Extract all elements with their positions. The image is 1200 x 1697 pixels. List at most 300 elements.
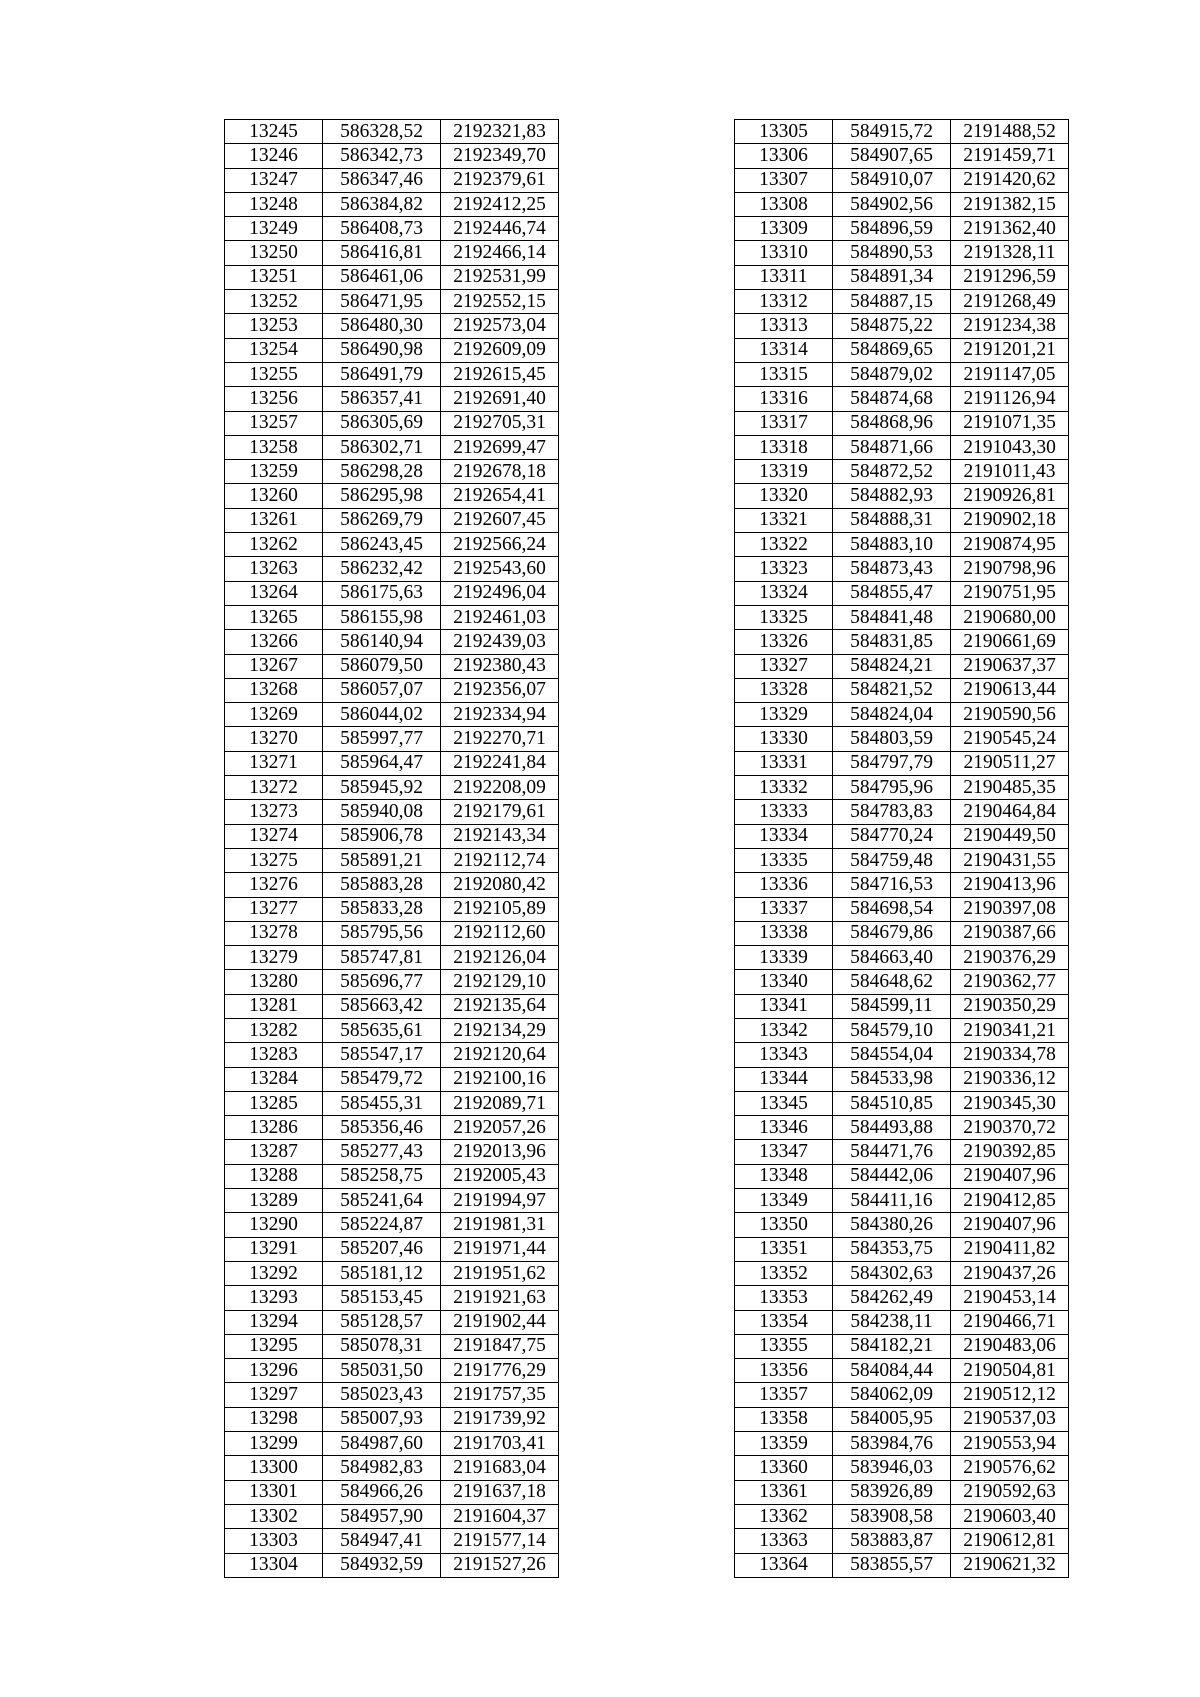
y-coordinate-cell: 2190387,66 <box>951 921 1069 945</box>
table-row <box>225 703 559 727</box>
x-coordinate-cell: 584855,47 <box>833 581 951 605</box>
point-number-cell: 13330 <box>735 727 833 751</box>
point-number-cell: 13247 <box>225 168 323 192</box>
table-row <box>735 192 1069 216</box>
point-number-cell: 13325 <box>735 605 833 629</box>
point-number-cell: 13320 <box>735 484 833 508</box>
point-number-cell: 13287 <box>225 1140 323 1164</box>
x-coordinate-cell: 586416,81 <box>323 241 441 265</box>
point-number-cell: 13349 <box>735 1189 833 1213</box>
point-number-cell: 13269 <box>225 703 323 727</box>
y-coordinate-cell: 2191126,94 <box>951 387 1069 411</box>
y-coordinate-cell: 2191043,30 <box>951 435 1069 459</box>
y-coordinate-cell: 2190411,82 <box>951 1237 1069 1261</box>
table-row <box>735 120 1069 144</box>
x-coordinate-cell: 586155,98 <box>323 605 441 629</box>
x-coordinate-cell: 584874,68 <box>833 387 951 411</box>
point-number-cell: 13248 <box>225 192 323 216</box>
point-number-cell: 13299 <box>225 1432 323 1456</box>
table-row <box>735 1018 1069 1042</box>
y-coordinate-cell: 2191071,35 <box>951 411 1069 435</box>
y-coordinate-cell: 2190341,21 <box>951 1018 1069 1042</box>
table-row <box>735 411 1069 435</box>
point-number-cell: 13308 <box>735 192 833 216</box>
table-row <box>225 460 559 484</box>
point-number-cell: 13254 <box>225 338 323 362</box>
x-coordinate-cell: 585833,28 <box>323 897 441 921</box>
table-row <box>225 1091 559 1115</box>
y-coordinate-cell: 2190464,84 <box>951 800 1069 824</box>
y-coordinate-cell: 2191637,18 <box>441 1480 559 1504</box>
y-coordinate-cell: 2192699,47 <box>441 435 559 459</box>
table-row <box>735 994 1069 1018</box>
y-coordinate-cell: 2190637,37 <box>951 654 1069 678</box>
y-coordinate-cell: 2192134,29 <box>441 1018 559 1042</box>
y-coordinate-cell: 2191951,62 <box>441 1261 559 1285</box>
y-coordinate-cell: 2192120,64 <box>441 1043 559 1067</box>
x-coordinate-cell: 586347,46 <box>323 168 441 192</box>
x-coordinate-cell: 584182,21 <box>833 1334 951 1358</box>
point-number-cell: 13261 <box>225 508 323 532</box>
x-coordinate-cell: 584891,34 <box>833 265 951 289</box>
y-coordinate-cell: 2192112,74 <box>441 848 559 872</box>
x-coordinate-cell: 584579,10 <box>833 1018 951 1042</box>
point-number-cell: 13278 <box>225 921 323 945</box>
table-row <box>225 1456 559 1480</box>
table-row <box>735 265 1069 289</box>
x-coordinate-cell: 584770,24 <box>833 824 951 848</box>
table-row <box>225 314 559 338</box>
x-coordinate-cell: 586269,79 <box>323 508 441 532</box>
table-row <box>735 1116 1069 1140</box>
table-row <box>225 120 559 144</box>
x-coordinate-cell: 586471,95 <box>323 290 441 314</box>
table-row <box>225 1383 559 1407</box>
table-row <box>225 751 559 775</box>
y-coordinate-cell: 2192678,18 <box>441 460 559 484</box>
table-row <box>225 873 559 897</box>
point-number-cell: 13252 <box>225 290 323 314</box>
table-row <box>735 605 1069 629</box>
y-coordinate-cell: 2192129,10 <box>441 970 559 994</box>
point-number-cell: 13284 <box>225 1067 323 1091</box>
y-coordinate-cell: 2190545,24 <box>951 727 1069 751</box>
y-coordinate-cell: 2190449,50 <box>951 824 1069 848</box>
y-coordinate-cell: 2192566,24 <box>441 533 559 557</box>
table-row <box>735 1310 1069 1334</box>
y-coordinate-cell: 2192105,89 <box>441 897 559 921</box>
y-coordinate-cell: 2190512,12 <box>951 1383 1069 1407</box>
table-row <box>225 508 559 532</box>
table-row <box>735 533 1069 557</box>
table-row <box>735 824 1069 848</box>
point-number-cell: 13360 <box>735 1456 833 1480</box>
y-coordinate-cell: 2191382,15 <box>951 192 1069 216</box>
point-number-cell: 13314 <box>735 338 833 362</box>
x-coordinate-cell: 584648,62 <box>833 970 951 994</box>
y-coordinate-cell: 2191268,49 <box>951 290 1069 314</box>
point-number-cell: 13258 <box>225 435 323 459</box>
table-row <box>225 1480 559 1504</box>
x-coordinate-cell: 583883,87 <box>833 1529 951 1553</box>
table-row <box>735 848 1069 872</box>
table-row <box>225 265 559 289</box>
point-number-cell: 13274 <box>225 824 323 848</box>
x-coordinate-cell: 585747,81 <box>323 946 441 970</box>
table-row <box>225 581 559 605</box>
table-row <box>735 508 1069 532</box>
point-number-cell: 13340 <box>735 970 833 994</box>
point-number-cell: 13336 <box>735 873 833 897</box>
x-coordinate-cell: 584868,96 <box>833 411 951 435</box>
table-row <box>225 338 559 362</box>
x-coordinate-cell: 584873,43 <box>833 557 951 581</box>
table-row <box>735 1189 1069 1213</box>
y-coordinate-cell: 2192466,14 <box>441 241 559 265</box>
point-number-cell: 13323 <box>735 557 833 581</box>
table-row <box>735 1553 1069 1577</box>
point-number-cell: 13259 <box>225 460 323 484</box>
table-row <box>225 217 559 241</box>
x-coordinate-cell: 584803,59 <box>833 727 951 751</box>
coordinates-table-right <box>734 119 1069 1578</box>
table-row <box>735 1237 1069 1261</box>
y-coordinate-cell: 2191776,29 <box>441 1359 559 1383</box>
table-row <box>735 557 1069 581</box>
point-number-cell: 13332 <box>735 776 833 800</box>
table-row <box>225 1261 559 1285</box>
x-coordinate-cell: 584871,66 <box>833 435 951 459</box>
table-row <box>225 1310 559 1334</box>
x-coordinate-cell: 584084,44 <box>833 1359 951 1383</box>
table-row <box>735 1286 1069 1310</box>
y-coordinate-cell: 2190751,95 <box>951 581 1069 605</box>
point-number-cell: 13345 <box>735 1091 833 1115</box>
x-coordinate-cell: 585181,12 <box>323 1261 441 1285</box>
x-coordinate-cell: 584510,85 <box>833 1091 951 1115</box>
point-number-cell: 13283 <box>225 1043 323 1067</box>
x-coordinate-cell: 584882,93 <box>833 484 951 508</box>
y-coordinate-cell: 2192654,41 <box>441 484 559 508</box>
point-number-cell: 13253 <box>225 314 323 338</box>
x-coordinate-cell: 585356,46 <box>323 1116 441 1140</box>
point-number-cell: 13279 <box>225 946 323 970</box>
point-number-cell: 13347 <box>735 1140 833 1164</box>
x-coordinate-cell: 584910,07 <box>833 168 951 192</box>
x-coordinate-cell: 584262,49 <box>833 1286 951 1310</box>
y-coordinate-cell: 2191994,97 <box>441 1189 559 1213</box>
y-coordinate-cell: 2192552,15 <box>441 290 559 314</box>
point-number-cell: 13309 <box>735 217 833 241</box>
x-coordinate-cell: 584411,16 <box>833 1189 951 1213</box>
point-number-cell: 13263 <box>225 557 323 581</box>
y-coordinate-cell: 2190413,96 <box>951 873 1069 897</box>
y-coordinate-cell: 2192135,64 <box>441 994 559 1018</box>
table-row <box>225 1407 559 1431</box>
x-coordinate-cell: 584716,53 <box>833 873 951 897</box>
x-coordinate-cell: 584869,65 <box>833 338 951 362</box>
x-coordinate-cell: 584821,52 <box>833 678 951 702</box>
table-row <box>735 484 1069 508</box>
x-coordinate-cell: 585258,75 <box>323 1164 441 1188</box>
x-coordinate-cell: 584442,06 <box>833 1164 951 1188</box>
point-number-cell: 13355 <box>735 1334 833 1358</box>
y-coordinate-cell: 2191527,26 <box>441 1553 559 1577</box>
y-coordinate-cell: 2192089,71 <box>441 1091 559 1115</box>
table-row <box>225 654 559 678</box>
point-number-cell: 13267 <box>225 654 323 678</box>
y-coordinate-cell: 2190590,56 <box>951 703 1069 727</box>
point-number-cell: 13305 <box>735 120 833 144</box>
point-number-cell: 13324 <box>735 581 833 605</box>
y-coordinate-cell: 2191459,71 <box>951 144 1069 168</box>
y-coordinate-cell: 2192334,94 <box>441 703 559 727</box>
y-coordinate-cell: 2190336,12 <box>951 1067 1069 1091</box>
x-coordinate-cell: 586079,50 <box>323 654 441 678</box>
point-number-cell: 13316 <box>735 387 833 411</box>
table-row <box>735 921 1069 945</box>
x-coordinate-cell: 585207,46 <box>323 1237 441 1261</box>
x-coordinate-cell: 583946,03 <box>833 1456 951 1480</box>
table-row <box>225 1553 559 1577</box>
x-coordinate-cell: 584887,15 <box>833 290 951 314</box>
x-coordinate-cell: 583984,76 <box>833 1432 951 1456</box>
table-row <box>225 533 559 557</box>
x-coordinate-cell: 584471,76 <box>833 1140 951 1164</box>
x-coordinate-cell: 584907,65 <box>833 144 951 168</box>
x-coordinate-cell: 584493,88 <box>833 1116 951 1140</box>
y-coordinate-cell: 2192356,07 <box>441 678 559 702</box>
y-coordinate-cell: 2191971,44 <box>441 1237 559 1261</box>
point-number-cell: 13361 <box>735 1480 833 1504</box>
x-coordinate-cell: 584238,11 <box>833 1310 951 1334</box>
table-row <box>225 1504 559 1528</box>
point-number-cell: 13250 <box>225 241 323 265</box>
x-coordinate-cell: 586490,98 <box>323 338 441 362</box>
x-coordinate-cell: 584831,85 <box>833 630 951 654</box>
table-row <box>735 1164 1069 1188</box>
y-coordinate-cell: 2192412,25 <box>441 192 559 216</box>
table-row <box>225 144 559 168</box>
table-row <box>225 970 559 994</box>
y-coordinate-cell: 2190613,44 <box>951 678 1069 702</box>
table-row <box>225 1018 559 1042</box>
x-coordinate-cell: 584380,26 <box>833 1213 951 1237</box>
x-coordinate-cell: 585153,45 <box>323 1286 441 1310</box>
point-number-cell: 13339 <box>735 946 833 970</box>
y-coordinate-cell: 2192609,09 <box>441 338 559 362</box>
table-row <box>735 314 1069 338</box>
y-coordinate-cell: 2192057,26 <box>441 1116 559 1140</box>
point-number-cell: 13300 <box>225 1456 323 1480</box>
y-coordinate-cell: 2191362,40 <box>951 217 1069 241</box>
y-coordinate-cell: 2190453,14 <box>951 1286 1069 1310</box>
x-coordinate-cell: 585964,47 <box>323 751 441 775</box>
x-coordinate-cell: 586057,07 <box>323 678 441 702</box>
y-coordinate-cell: 2191683,04 <box>441 1456 559 1480</box>
point-number-cell: 13273 <box>225 800 323 824</box>
x-coordinate-cell: 585023,43 <box>323 1383 441 1407</box>
point-number-cell: 13364 <box>735 1553 833 1577</box>
y-coordinate-cell: 2191757,35 <box>441 1383 559 1407</box>
point-number-cell: 13351 <box>735 1237 833 1261</box>
table-row <box>225 946 559 970</box>
y-coordinate-cell: 2190798,96 <box>951 557 1069 581</box>
x-coordinate-cell: 586243,45 <box>323 533 441 557</box>
point-number-cell: 13322 <box>735 533 833 557</box>
point-number-cell: 13292 <box>225 1261 323 1285</box>
table-row <box>735 776 1069 800</box>
point-number-cell: 13301 <box>225 1480 323 1504</box>
table-row <box>225 848 559 872</box>
x-coordinate-cell: 584599,11 <box>833 994 951 1018</box>
x-coordinate-cell: 585635,61 <box>323 1018 441 1042</box>
y-coordinate-cell: 2190362,77 <box>951 970 1069 994</box>
y-coordinate-cell: 2191328,11 <box>951 241 1069 265</box>
y-coordinate-cell: 2191902,44 <box>441 1310 559 1334</box>
x-coordinate-cell: 585277,43 <box>323 1140 441 1164</box>
y-coordinate-cell: 2190926,81 <box>951 484 1069 508</box>
point-number-cell: 13354 <box>735 1310 833 1334</box>
table-row <box>225 1140 559 1164</box>
x-coordinate-cell: 584896,59 <box>833 217 951 241</box>
table-row <box>735 1407 1069 1431</box>
y-coordinate-cell: 2190511,27 <box>951 751 1069 775</box>
y-coordinate-cell: 2192691,40 <box>441 387 559 411</box>
x-coordinate-cell: 584679,86 <box>833 921 951 945</box>
point-number-cell: 13353 <box>735 1286 833 1310</box>
y-coordinate-cell: 2192496,04 <box>441 581 559 605</box>
table-row <box>225 435 559 459</box>
x-coordinate-cell: 584005,95 <box>833 1407 951 1431</box>
y-coordinate-cell: 2190334,78 <box>951 1043 1069 1067</box>
point-number-cell: 13277 <box>225 897 323 921</box>
table-row <box>735 1359 1069 1383</box>
point-number-cell: 13275 <box>225 848 323 872</box>
point-number-cell: 13265 <box>225 605 323 629</box>
point-number-cell: 13290 <box>225 1213 323 1237</box>
point-number-cell: 13271 <box>225 751 323 775</box>
x-coordinate-cell: 586480,30 <box>323 314 441 338</box>
x-coordinate-cell: 584698,54 <box>833 897 951 921</box>
x-coordinate-cell: 584902,56 <box>833 192 951 216</box>
point-number-cell: 13346 <box>735 1116 833 1140</box>
y-coordinate-cell: 2190437,26 <box>951 1261 1069 1285</box>
table-row <box>225 1189 559 1213</box>
table-row <box>225 1116 559 1140</box>
x-coordinate-cell: 586044,02 <box>323 703 441 727</box>
coordinates-table-left <box>224 119 559 1578</box>
y-coordinate-cell: 2192080,42 <box>441 873 559 897</box>
point-number-cell: 13333 <box>735 800 833 824</box>
x-coordinate-cell: 586175,63 <box>323 581 441 605</box>
x-coordinate-cell: 585031,50 <box>323 1359 441 1383</box>
x-coordinate-cell: 585007,93 <box>323 1407 441 1431</box>
x-coordinate-cell: 585455,31 <box>323 1091 441 1115</box>
x-coordinate-cell: 584966,26 <box>323 1480 441 1504</box>
point-number-cell: 13326 <box>735 630 833 654</box>
y-coordinate-cell: 2190537,03 <box>951 1407 1069 1431</box>
table-row <box>735 168 1069 192</box>
x-coordinate-cell: 585795,56 <box>323 921 441 945</box>
x-coordinate-cell: 585997,77 <box>323 727 441 751</box>
x-coordinate-cell: 586384,82 <box>323 192 441 216</box>
x-coordinate-cell: 586491,79 <box>323 362 441 386</box>
x-coordinate-cell: 584879,02 <box>833 362 951 386</box>
table-row <box>225 1067 559 1091</box>
table-row <box>735 751 1069 775</box>
y-coordinate-cell: 2191981,31 <box>441 1213 559 1237</box>
table-row <box>225 241 559 265</box>
point-number-cell: 13337 <box>735 897 833 921</box>
y-coordinate-cell: 2192461,03 <box>441 605 559 629</box>
point-number-cell: 13268 <box>225 678 323 702</box>
y-coordinate-cell: 2190902,18 <box>951 508 1069 532</box>
point-number-cell: 13357 <box>735 1383 833 1407</box>
y-coordinate-cell: 2191234,38 <box>951 314 1069 338</box>
table-row <box>735 1091 1069 1115</box>
point-number-cell: 13313 <box>735 314 833 338</box>
point-number-cell: 13338 <box>735 921 833 945</box>
table-row <box>225 1334 559 1358</box>
point-number-cell: 13321 <box>735 508 833 532</box>
table-row <box>735 678 1069 702</box>
table-row <box>735 1456 1069 1480</box>
table-row <box>735 338 1069 362</box>
y-coordinate-cell: 2190504,81 <box>951 1359 1069 1383</box>
point-number-cell: 13293 <box>225 1286 323 1310</box>
y-coordinate-cell: 2190407,96 <box>951 1213 1069 1237</box>
y-coordinate-cell: 2191201,21 <box>951 338 1069 362</box>
y-coordinate-cell: 2192100,16 <box>441 1067 559 1091</box>
point-number-cell: 13312 <box>735 290 833 314</box>
y-coordinate-cell: 2192379,61 <box>441 168 559 192</box>
point-number-cell: 13319 <box>735 460 833 484</box>
x-coordinate-cell: 583855,57 <box>833 1553 951 1577</box>
point-number-cell: 13315 <box>735 362 833 386</box>
y-coordinate-cell: 2192126,04 <box>441 946 559 970</box>
point-number-cell: 13286 <box>225 1116 323 1140</box>
table-row <box>225 192 559 216</box>
point-number-cell: 13311 <box>735 265 833 289</box>
table-row <box>735 144 1069 168</box>
x-coordinate-cell: 585891,21 <box>323 848 441 872</box>
point-number-cell: 13280 <box>225 970 323 994</box>
y-coordinate-cell: 2190350,29 <box>951 994 1069 1018</box>
point-number-cell: 13329 <box>735 703 833 727</box>
table-row <box>735 435 1069 459</box>
point-number-cell: 13272 <box>225 776 323 800</box>
y-coordinate-cell: 2192349,70 <box>441 144 559 168</box>
y-coordinate-cell: 2191488,52 <box>951 120 1069 144</box>
y-coordinate-cell: 2192013,96 <box>441 1140 559 1164</box>
table-row <box>225 362 559 386</box>
point-number-cell: 13291 <box>225 1237 323 1261</box>
y-coordinate-cell: 2190392,85 <box>951 1140 1069 1164</box>
point-number-cell: 13256 <box>225 387 323 411</box>
point-number-cell: 13344 <box>735 1067 833 1091</box>
x-coordinate-cell: 586140,94 <box>323 630 441 654</box>
table-row <box>225 1359 559 1383</box>
x-coordinate-cell: 584888,31 <box>833 508 951 532</box>
y-coordinate-cell: 2192607,45 <box>441 508 559 532</box>
x-coordinate-cell: 585547,17 <box>323 1043 441 1067</box>
x-coordinate-cell: 584554,04 <box>833 1043 951 1067</box>
y-coordinate-cell: 2192321,83 <box>441 120 559 144</box>
table-row <box>225 994 559 1018</box>
x-coordinate-cell: 584824,21 <box>833 654 951 678</box>
x-coordinate-cell: 583908,58 <box>833 1504 951 1528</box>
